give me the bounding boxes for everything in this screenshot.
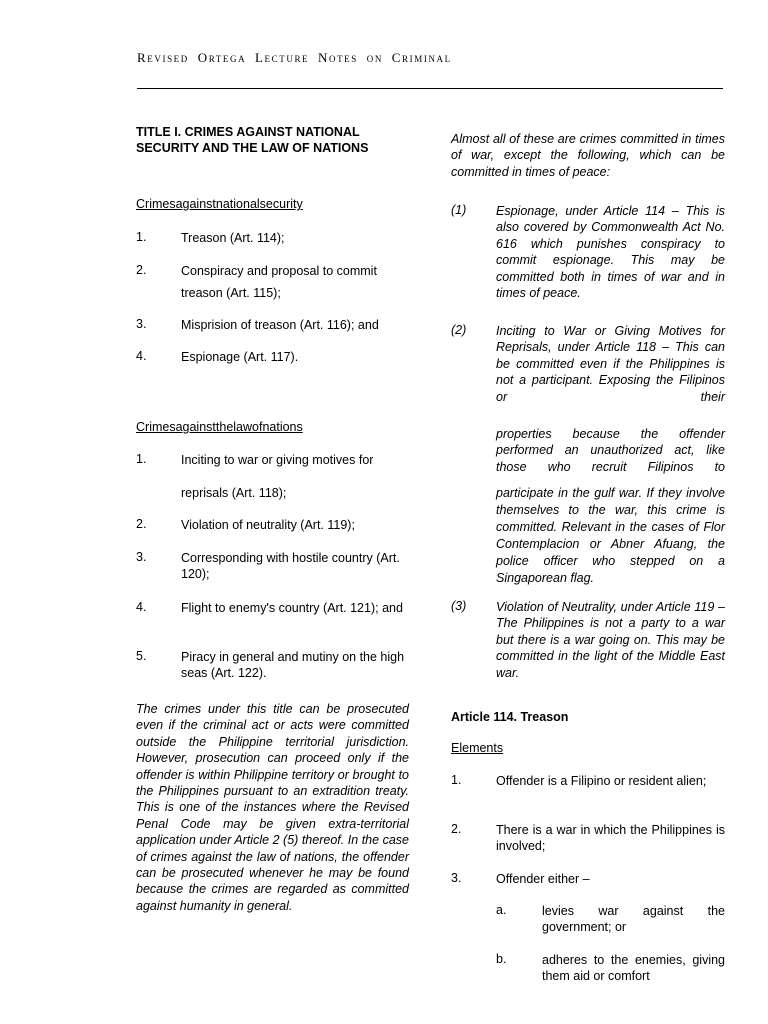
list-number: 3. xyxy=(136,317,147,331)
list-number: 1. xyxy=(451,773,462,787)
list-number: 2. xyxy=(136,517,147,531)
list-number: 1. xyxy=(136,230,147,244)
list-number: a. xyxy=(496,903,507,917)
closing-paragraph: The crimes under this title can be prosecuted even if the criminal act or acts were committed outside the Philippine territorial jurisdiction. However, prosecution can proceed only if the offender is within Philippine territory or brought to the Philippines pursuant to an extradition treaty. This is one of the instances where the Revised Penal Code may be given extra-territorial application under Article 2 (5) thereof. In the case of crimes against the law of nations, the offender can be prosecuted whenever he may be found because the crimes are regarded as committed against humanity in general. xyxy=(136,702,409,913)
list-text-continued: participate in the gulf war. If they involve themselves to the war, this crime is committed. Relevant in the cases of Flor Contemplacion or Abner Afuang, the police officer who stepped on a Singaporean flag. xyxy=(496,486,725,585)
list-number: 4. xyxy=(136,600,147,614)
list-number: (2) xyxy=(451,323,467,337)
list-text: Treason (Art. 114); xyxy=(181,231,285,245)
list-text: adheres to the enemies, giving them aid or comfort xyxy=(542,953,725,983)
list-number: 4. xyxy=(136,349,147,363)
list-number: b. xyxy=(496,952,507,966)
list-text: Violation of neutrality (Art. 119); xyxy=(181,518,355,532)
header-rule xyxy=(137,88,723,89)
list-text: Flight to enemy's country (Art. 121); and xyxy=(181,601,403,615)
list-text: Offender is a Filipino or resident alien; xyxy=(496,774,707,788)
running-header: Revised Ortega Lecture Notes on Criminal xyxy=(137,50,452,65)
list-text-continued: properties because the offender performed an unauthorized act, like those who recruit Filipinos to xyxy=(496,427,725,474)
list-number: 1. xyxy=(136,452,147,466)
list-text-continued: treason (Art. 115); xyxy=(181,286,281,300)
list-text: Conspiracy and proposal to commit xyxy=(181,264,377,278)
elements-heading: Elements xyxy=(451,741,504,755)
list-number: 2. xyxy=(136,263,147,277)
intro-paragraph: Almost all of these are crimes committed in times of war, except the following, which can be committed in times of peace: xyxy=(451,132,725,179)
list-text-continued: reprisals (Art. 118); xyxy=(181,486,287,500)
list-text: Violation of Neutrality, under Article 119 – The Philippines is not a party to a war but there is a war going on. This may be committed in the light of the Middle East war. xyxy=(496,600,725,680)
list-text: Espionage, under Article 114 – This is also covered by Commonwealth Act No. 616 which punishes conspiracy to commit espionage. This may be committed both in times of war and in times of peace. xyxy=(496,204,725,301)
list-text: Misprision of treason (Art. 116); and xyxy=(181,318,379,332)
section-heading-national-security: Crimesagainstnationalsecurity xyxy=(136,197,303,211)
list-number: (3) xyxy=(451,599,467,613)
list-text: levies war against the government; or xyxy=(542,904,725,934)
list-text: Corresponding with hostile country (Art. 120); xyxy=(181,551,400,581)
list-number: 3. xyxy=(136,550,147,564)
list-text: There is a war in which the Philippines is involved; xyxy=(496,823,725,853)
title-heading: TITLE I. CRIMES AGAINST NATIONAL SECURITY AND THE LAW OF NATIONS xyxy=(136,125,369,155)
list-text: Espionage (Art. 117). xyxy=(181,350,299,364)
list-text: Inciting to war or giving motives for xyxy=(181,453,374,467)
list-text: Piracy in general and mutiny on the high seas (Art. 122). xyxy=(181,650,405,680)
list-number: (1) xyxy=(451,203,467,217)
list-text: Offender either – xyxy=(496,872,590,886)
article-heading: Article 114. Treason xyxy=(451,710,569,724)
list-number: 2. xyxy=(451,822,462,836)
list-number: 5. xyxy=(136,649,147,663)
list-text: Inciting to War or Giving Motives for Reprisals, under Article 118 – This can be committed even if the Philippines is not a participant. Exposing the Filipinos or their xyxy=(496,324,725,404)
section-heading-law-of-nations: Crimesagainstthelawofnations xyxy=(136,420,303,434)
list-number: 3. xyxy=(451,871,462,885)
